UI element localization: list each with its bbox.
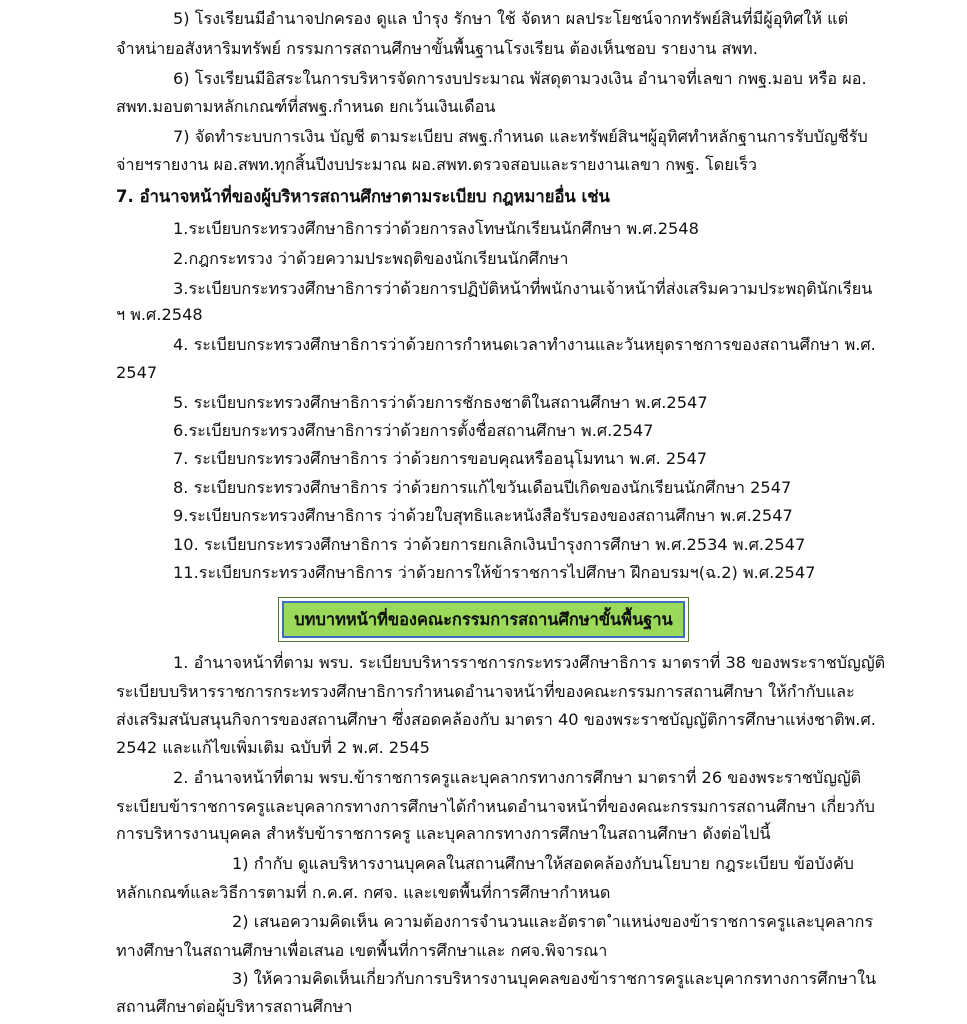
paragraph-line: จำหน่ายอสังหาริมทรัพย์ กรรมการสถานศึกษาขั้นพื้นฐานโรงเรียน ต้องเห็นชอบ รายงาน สพท. bbox=[116, 39, 758, 58]
paragraph-line: จ่ายฯรายงาน ผอ.สพท.ทุกสิ้นปีงบประมาณ ผอ.สพท.ตรวจสอบและรายงานเลขา กพฐ. โดยเร็ว bbox=[116, 155, 758, 174]
list-item: 5. ระเบียบกระทรวงศึกษาธิการว่าด้วยการชักธงชาติในสถานศึกษา พ.ศ.2547 bbox=[173, 393, 708, 412]
paragraph-line: 5) โรงเรียนมีอำนาจปกครอง ดูแล บำรุง รักษา ใช้ จัดหา ผลประโยชน์จากทรัพย์สินที่มีผู้อุทิศให้ แต่ bbox=[173, 9, 849, 28]
paragraph-line: การบริหารงานบุคคล สำหรับข้าราชการครู และบุคลากรทางการศึกษาในสถานศึกษา ดังต่อไปนี้ bbox=[116, 824, 771, 843]
list-item: 11.ระเบียบกระทรวงศึกษาธิการ ว่าด้วยการให้ข้าราชการไปศึกษา ฝึกอบรมฯ(ฉ.2) พ.ศ.2547 bbox=[173, 563, 816, 582]
paragraph-line: 6) โรงเรียนมีอิสระในการบริหารจัดการงบประมาณ พัสดุตามวงเงิน อำนาจที่เลขา กพฐ.มอบ หรือ ผอ. bbox=[173, 69, 867, 88]
list-item: 8. ระเบียบกระทรวงศึกษาธิการ ว่าด้วยการแก้ไขวันเดือนปีเกิดของนักเรียนนักศึกษา 2547 bbox=[173, 478, 792, 497]
paragraph-line: 2542 และแก้ไขเพิ่มเติม ฉบับที่ 2 พ.ศ. 2545 bbox=[116, 738, 430, 757]
list-item: 2.กฎกระทรวง ว่าด้วยความประพฤติของนักเรียนนักศึกษา bbox=[173, 249, 569, 268]
list-item: 3.ระเบียบกระทรวงศึกษาธิการว่าด้วยการปฏิบัติหน้าที่พนักงานเจ้าหน้าที่ส่งเสริมความประพฤตินักเรียน bbox=[173, 279, 873, 298]
list-item: 9.ระเบียบกระทรวงศึกษาธิการ ว่าด้วยใบสุทธิและหนังสือรับรองของสถานศึกษา พ.ศ.2547 bbox=[173, 506, 793, 525]
paragraph-line: ส่งเสริมสนับสนุนกิจการของสถานศึกษา ซึ่งสอดคล้องกับ มาตรา 40 ของพระราชบัญญัติการศึกษาแห่งชาติพ.ศ. bbox=[116, 710, 876, 729]
paragraph-line: 7) จัดทำระบบการเงิน บัญชี ตามระเบียบ สพฐ.กำหนด และทรัพย์สินฯผู้อุทิศทำหลักฐานการรับบัญชีรับ bbox=[173, 127, 868, 146]
sub-item: 3) ให้ความคิดเห็นเกี่ยวกับการบริหารงานบุคคลของข้าราชการครูและบุคากรทางการศึกษาใน bbox=[232, 969, 877, 988]
paragraph-line: ระเบียบข้าราชการครูและบุคลากรทางการศึกษาได้กำหนดอำนาจหน้าที่ของคณะกรรมการสถานศึกษา เกี่ยวกับ bbox=[116, 797, 875, 816]
sub-item-continuation: หลักเกณฑ์และวิธีการตามที่ ก.ค.ศ. กศจ. และเขตพื้นที่การศึกษากำหนด bbox=[116, 883, 611, 902]
sub-item-continuation: ทางศึกษาในสถานศึกษาเพื่อเสนอ เขตพื้นที่การศึกษาและ กศจ.พิจารณา bbox=[116, 941, 608, 960]
paragraph-line: 2. อำนาจหน้าที่ตาม พรบ.ข้าราชการครูและบุคลากรทางการศึกษา มาตราที่ 26 ของพระราชบัญญัติ bbox=[173, 768, 862, 787]
paragraph-line: สพท.มอบตามหลักเกณฑ์ที่สพฐ.กำหนด ยกเว้นเงินเดือน bbox=[116, 97, 496, 116]
list-item: 7. ระเบียบกระทรวงศึกษาธิการ ว่าด้วยการขอบคุณหรืออนุโมทนา พ.ศ. 2547 bbox=[173, 449, 708, 468]
list-item: 10. ระเบียบกระทรวงศึกษาธิการ ว่าด้วยการยกเลิกเงินบำรุงการศึกษา พ.ศ.2534 พ.ศ.2547 bbox=[173, 535, 806, 554]
list-item-continuation: 2547 bbox=[116, 363, 158, 382]
title-box bbox=[278, 597, 689, 642]
sub-item: 2) เสนอความคิดเห็น ความต้องการจำนวนและอัตราต ำแหน่งของข้าราชการครูและบุคลากร bbox=[232, 912, 874, 931]
list-item: 4. ระเบียบกระทรวงศึกษาธิการว่าด้วยการกำหนดเวลาทำงานและวันหยุดราชการของสถานศึกษา พ.ศ. bbox=[173, 335, 876, 354]
paragraph-line: ระเบียบบริหารราชการกระทรวงศึกษาธิการกำหนดอำนาจหน้าที่ของคณะกรรมการสถานศึกษา ให้กำกับและ bbox=[116, 682, 855, 701]
list-item: 6.ระเบียบกระทรวงศึกษาธิการว่าด้วยการตั้งชื่อสถานศึกษา พ.ศ.2547 bbox=[173, 421, 654, 440]
section-heading: 7. อำนาจหน้าที่ของผู้บริหารสถานศึกษาตามระเบียบ กฎหมายอื่น เช่น bbox=[116, 187, 610, 206]
paragraph-line: 1. อำนาจหน้าที่ตาม พรบ. ระเบียบบริหารราชการกระทรวงศึกษาธิการ มาตราที่ 38 ของพระราชบัญญัติ bbox=[173, 653, 886, 672]
sub-item: 1) กำกับ ดูแลบริหารงานบุคคลในสถานศึกษาให้สอดคล้องกับนโยบาย กฎระเบียบ ข้อบังคับ bbox=[232, 854, 854, 873]
title-box-label: บทบาทหน้าที่ของคณะกรรมการสถานศึกษาขั้นพื้นฐาน bbox=[282, 601, 685, 638]
sub-item-continuation: สถานศึกษาต่อผู้บริหารสถานศึกษา bbox=[116, 997, 353, 1016]
list-item: 1.ระเบียบกระทรวงศึกษาธิการว่าด้วยการลงโทษนักเรียนนักศึกษา พ.ศ.2548 bbox=[173, 219, 699, 238]
list-item-continuation: ฯ พ.ศ.2548 bbox=[116, 305, 203, 324]
